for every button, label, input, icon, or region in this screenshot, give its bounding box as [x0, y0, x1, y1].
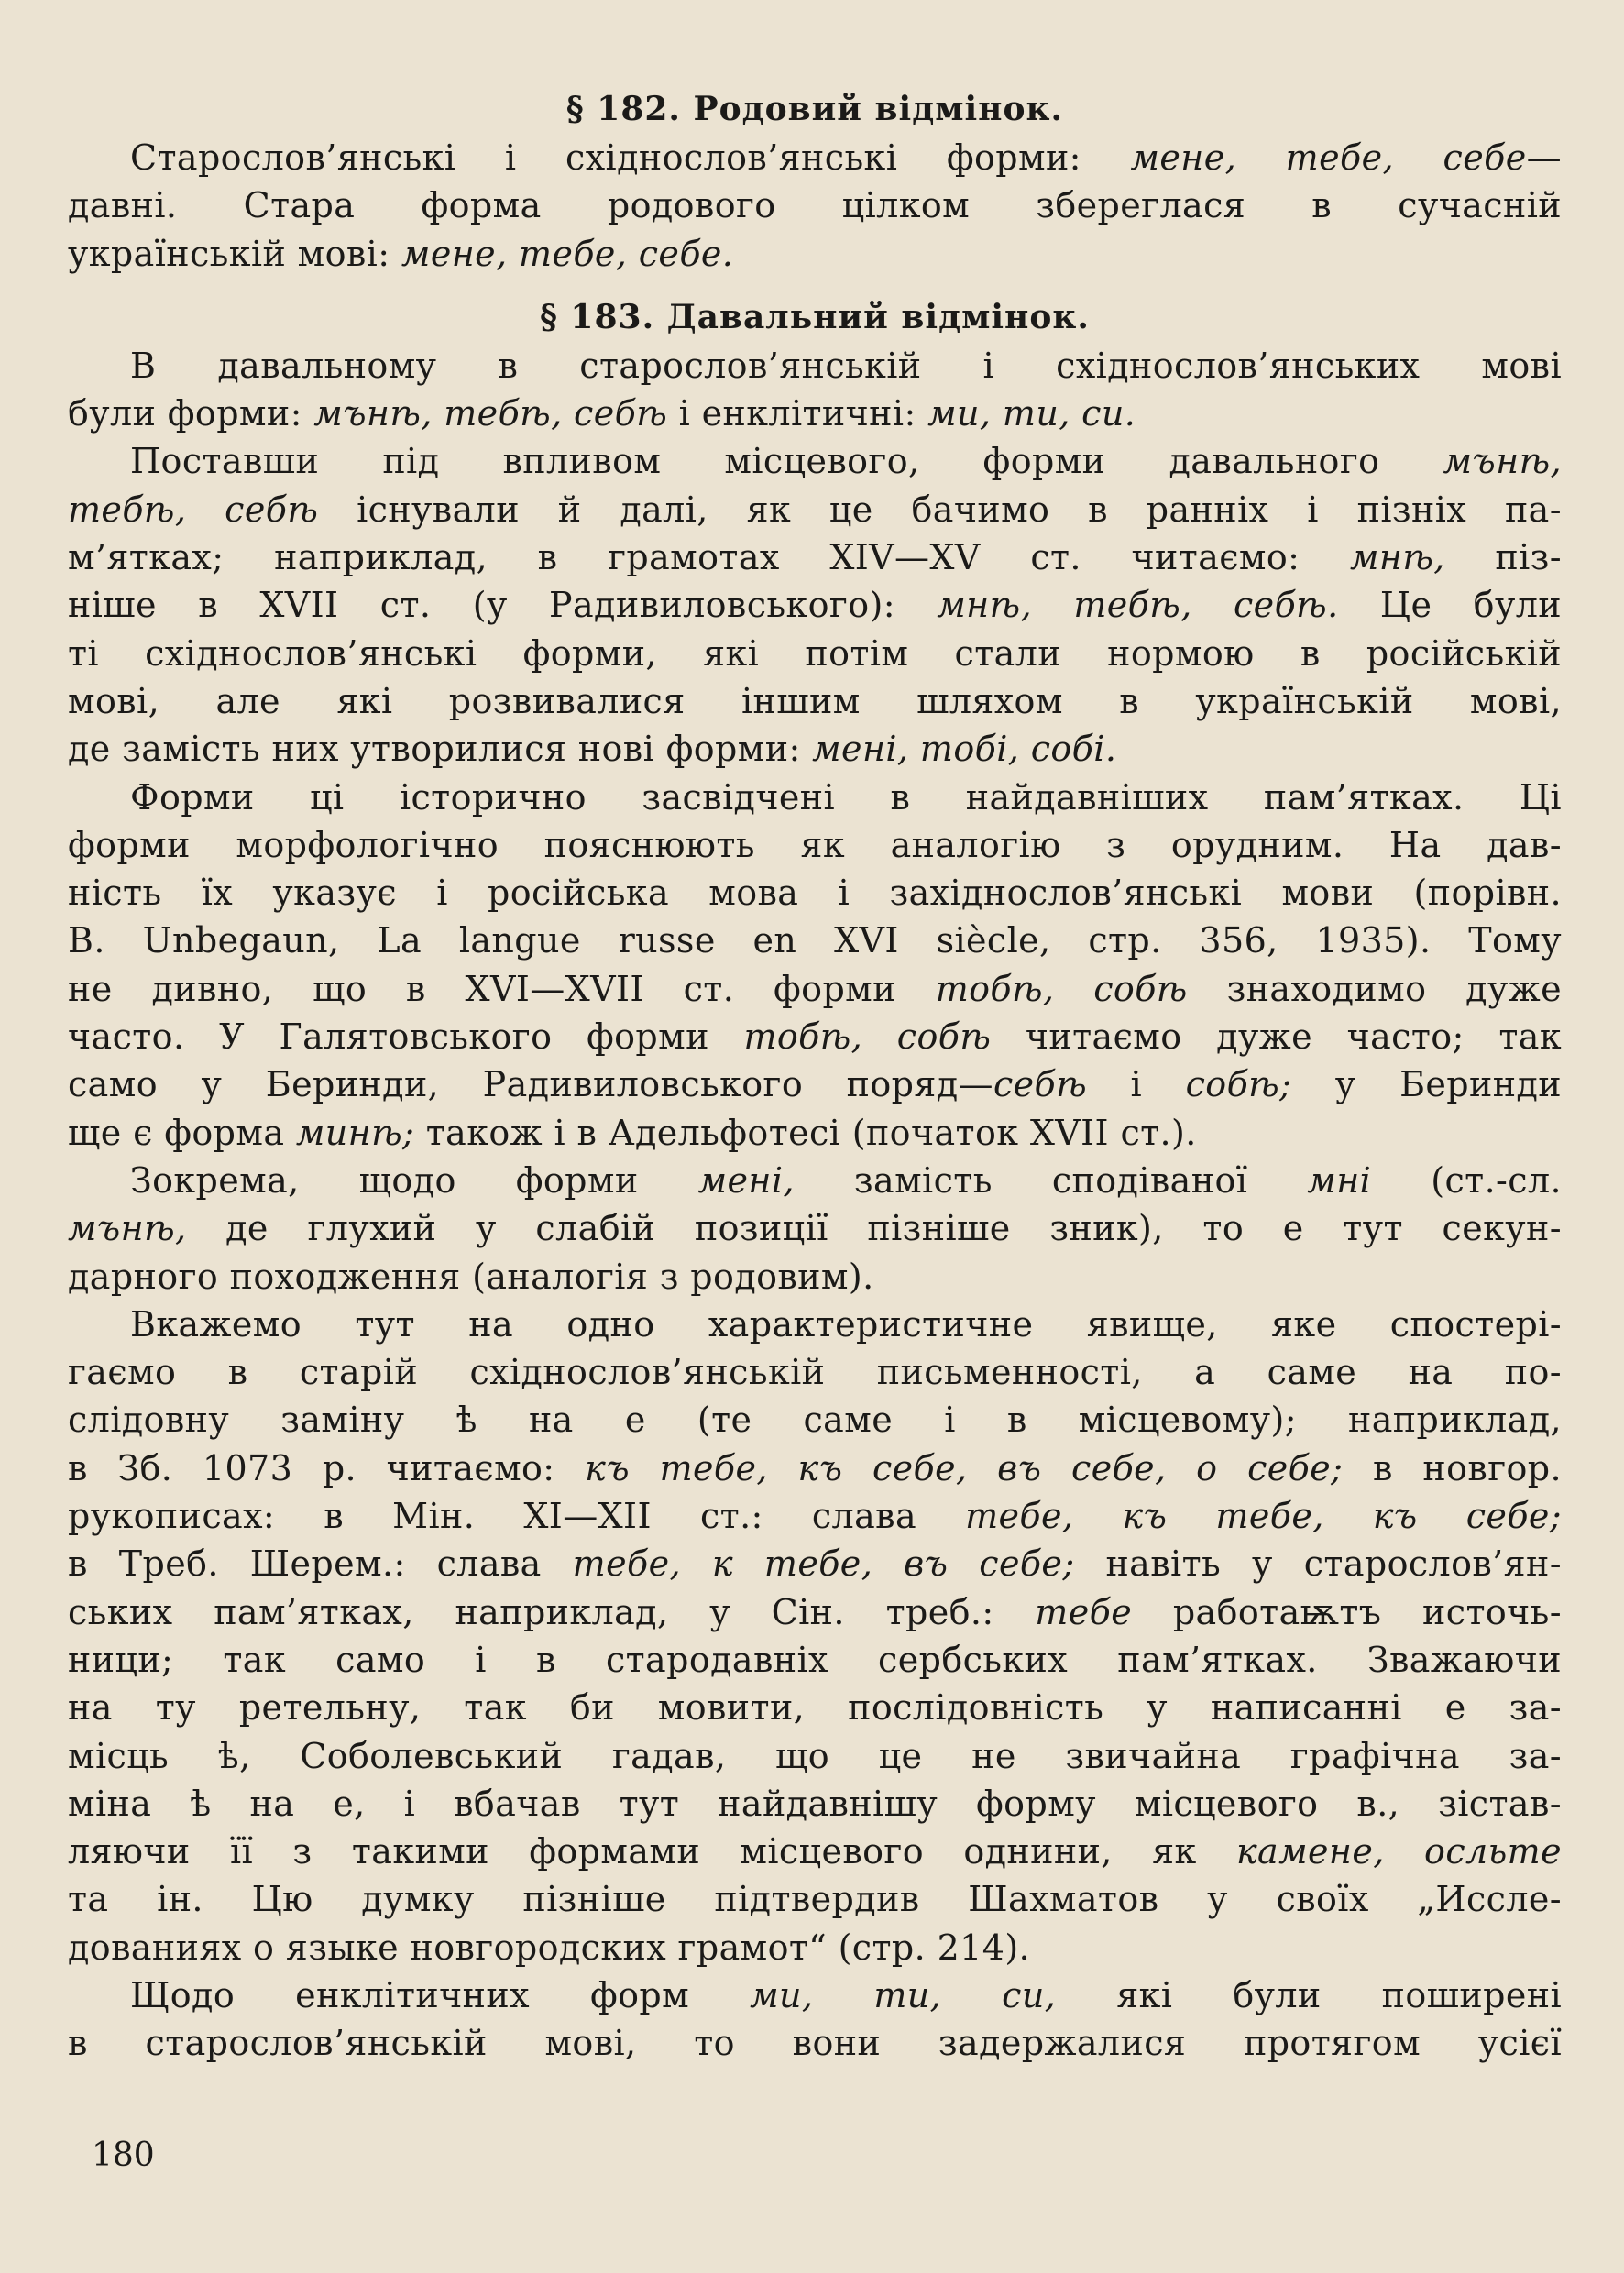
text-line — [68, 1060, 1562, 1108]
italic-word-form: мънѣ, тебѣ, себѣ — [313, 393, 668, 434]
italic-word-form: мені, тобі, собі. — [812, 729, 1117, 770]
text-line — [68, 1444, 1562, 1492]
text-line — [68, 1588, 1562, 1636]
italic-word-form: мнѣ, тебѣ, себѣ. — [937, 585, 1339, 626]
italic-word-form: тебе — [1035, 1591, 1133, 1632]
section-heading: § 183. Давальний відмінок. — [540, 297, 1090, 336]
text-run: та ін. Цю думку пізніше підтвердив Шахматов у своїх „Иссле- — [68, 1879, 1562, 1920]
italic-word-form: тебе, къ тебе, къ себе; — [965, 1496, 1563, 1537]
italic-word-form: мні — [1307, 1159, 1372, 1201]
text-run: Вкажемо тут на одно характеристичне явище, яке спостері- — [130, 1303, 1562, 1345]
text-run: рукописах: в Мін. XI—XII ст.: слава — [68, 1496, 966, 1537]
italic-word-form: себѣ — [993, 1064, 1088, 1105]
text-run: В давальному в старослов’янській і східнослов’янських мові — [130, 345, 1562, 386]
text-line — [68, 1828, 1562, 1875]
text-line — [68, 1253, 1562, 1301]
italic-word-form: тобѣ, собѣ — [743, 1016, 992, 1058]
text-run: м’ятках; наприклад, в грамотах XIV—XV ст. читаємо: — [68, 537, 1350, 578]
text-run: були форми: — [68, 393, 314, 434]
text-line — [68, 677, 1562, 725]
text-line — [68, 390, 1562, 437]
text-line — [68, 774, 1562, 821]
italic-word-form: минѣ; — [295, 1112, 415, 1153]
text-run: форми морфологічно пояснюють як аналогію з орудним. На дав- — [68, 824, 1562, 865]
text-line — [68, 1301, 1562, 1348]
text-line — [68, 1492, 1562, 1540]
text-run: ще є форма — [68, 1112, 296, 1153]
text-line — [68, 1348, 1562, 1396]
text-run: ті східнослов’янські форми, які потім стали нормою в російській — [68, 632, 1562, 674]
text-run: міна ѣ на е, і вбачав тут найдавнішу форму місцевого в., зістав- — [68, 1783, 1562, 1824]
italic-word-form: ми, ти, си, — [750, 1974, 1057, 2015]
text-line — [68, 1204, 1562, 1252]
italic-word-form: мънѣ, — [68, 1208, 187, 1249]
text-run: гаємо в старій східнослов’янській письменності, а саме на по- — [68, 1352, 1562, 1393]
text-line — [68, 1732, 1562, 1780]
text-run: давні. Стара форма родового цілком збереглася в сучасній — [68, 185, 1562, 226]
text-run: в Треб. Шерем.: слава — [68, 1543, 573, 1585]
italic-word-form: мене, тебе, себе. — [401, 233, 734, 274]
text-line — [68, 630, 1562, 677]
text-run: в новгор. — [1343, 1447, 1562, 1488]
text-run: читаємо дуже часто; так — [991, 1016, 1562, 1058]
text-run: місць ѣ, Соболевський гадав, що це не звичайна графічна за- — [68, 1735, 1562, 1776]
text-run: B. Unbegaun, La langue russe en XVI siècle, стр. 356, 1935). Тому — [68, 920, 1562, 961]
italic-word-form: собѣ; — [1185, 1064, 1292, 1105]
text-run: де глухий у слабій позиції пізніше зник), то е тут секун- — [186, 1208, 1562, 1249]
text-run: і енклітичні: — [667, 393, 928, 434]
text-run: Форми ці історично засвідчені в найдавніших пам’ятках. Ці — [130, 776, 1562, 818]
text-run: також і в Адельфотесі (початок XVII ст.). — [414, 1112, 1197, 1153]
italic-word-form: камене, осльте — [1235, 1831, 1563, 1872]
text-run: у Беринди — [1291, 1064, 1562, 1105]
text-line — [68, 2019, 1562, 2067]
text-run: ських пам’ятках, наприклад, у Сін. треб.: — [68, 1591, 1036, 1632]
italic-word-form: къ тебе, къ себе, въ себе, о себе; — [585, 1447, 1344, 1488]
text-run: українській мові: — [68, 233, 401, 274]
text-line — [68, 1157, 1562, 1204]
text-run: замість сподіваної — [794, 1159, 1308, 1201]
text-run: де замість них утворилися нові форми: — [68, 729, 813, 770]
text-run: в Зб. 1073 р. читаємо: — [68, 1447, 586, 1488]
text-line — [68, 486, 1562, 533]
text-run: навіть у старослов’ян- — [1074, 1543, 1562, 1585]
text-line — [68, 181, 1562, 229]
text-run: які були поширені — [1056, 1974, 1563, 2015]
italic-word-form: мнѣ, — [1349, 537, 1445, 578]
text-line — [68, 1971, 1562, 2019]
text-run: ници; так само і в стародавніх сербських пам’ятках. Зважаючи — [68, 1639, 1562, 1680]
text-run: на ту ретельну, так би мовити, послідовність у написанні е за- — [68, 1687, 1562, 1729]
text-line — [68, 1396, 1562, 1444]
text-line — [68, 230, 1562, 278]
text-line — [68, 1684, 1562, 1731]
text-run: ність їх указує і російська мова і західнослов’янські мови (порівн. — [68, 873, 1562, 914]
italic-word-form: мене, тебе, себе — [1130, 137, 1527, 178]
text-run: — — [1526, 137, 1562, 178]
page-text — [68, 84, 1562, 2068]
text-line — [68, 1109, 1562, 1157]
text-run: і — [1087, 1064, 1186, 1105]
text-line — [68, 1636, 1562, 1684]
text-run: Це були — [1338, 585, 1562, 626]
text-run: работаѭтъ источь- — [1132, 1591, 1563, 1632]
italic-word-form: мені, — [697, 1159, 795, 1201]
text-line — [68, 581, 1562, 629]
section-heading: § 182. Родовий відмінок. — [565, 90, 1064, 128]
text-run: в старослов’янській мові, то вони задержалися протягом усієї — [68, 2023, 1562, 2064]
text-line — [68, 437, 1562, 485]
text-run: існували й далі, як це бачимо в ранніх і пізніх па- — [318, 489, 1562, 530]
text-run: (ст.-сл. — [1371, 1159, 1562, 1201]
text-run: знаходимо дуже — [1187, 968, 1562, 1009]
text-run: слідовну заміну ѣ на е (те саме і в місцевому); наприклад, — [68, 1400, 1562, 1441]
italic-word-form: мънѣ, — [1443, 441, 1562, 482]
text-line — [68, 1540, 1562, 1587]
text-run: дованиях о языке новгородских грамот“ (стр. 214). — [68, 1927, 1031, 1968]
page-number: 180 — [92, 2136, 155, 2174]
text-line — [68, 725, 1562, 773]
text-run: мові, але які розвивалися іншим шляхом в українській мові, — [68, 680, 1562, 721]
text-line — [68, 1875, 1562, 1923]
italic-word-form: тебѣ, себѣ — [68, 489, 319, 530]
text-line — [68, 134, 1562, 181]
text-run: ляючи її з такими формами місцевого однини, як — [68, 1831, 1236, 1872]
text-line — [68, 1780, 1562, 1828]
text-run: Старослов’янські і східнослов’янські форми: — [130, 137, 1131, 178]
text-line — [68, 869, 1562, 917]
text-run: піз- — [1444, 537, 1562, 578]
text-run: не дивно, що в XVI—XVII ст. форми — [68, 968, 936, 1009]
text-line — [68, 965, 1562, 1013]
text-line — [68, 533, 1562, 581]
text-line — [68, 1013, 1562, 1060]
text-run: само у Беринди, Радивиловського поряд— — [68, 1064, 993, 1105]
text-line — [68, 821, 1562, 869]
text-run: Щодо енклітичних форм — [130, 1974, 751, 2015]
text-run: Зокрема, щодо форми — [130, 1159, 698, 1201]
text-run: ніше в XVII ст. (у Радивиловського): — [68, 585, 938, 626]
italic-word-form: тебе, к тебе, въ себе; — [572, 1543, 1075, 1585]
text-line — [68, 342, 1562, 390]
text-run: Поставши під впливом місцевого, форми давального — [130, 441, 1443, 482]
text-run: дарного походження (аналогія з родовим). — [68, 1256, 874, 1297]
text-line — [68, 1924, 1562, 1971]
text-line — [68, 917, 1562, 964]
italic-word-form: ми, ти, си. — [927, 393, 1136, 434]
italic-word-form: тобѣ, собѣ — [935, 968, 1188, 1009]
text-run: часто. У Галятовського форми — [68, 1016, 744, 1058]
